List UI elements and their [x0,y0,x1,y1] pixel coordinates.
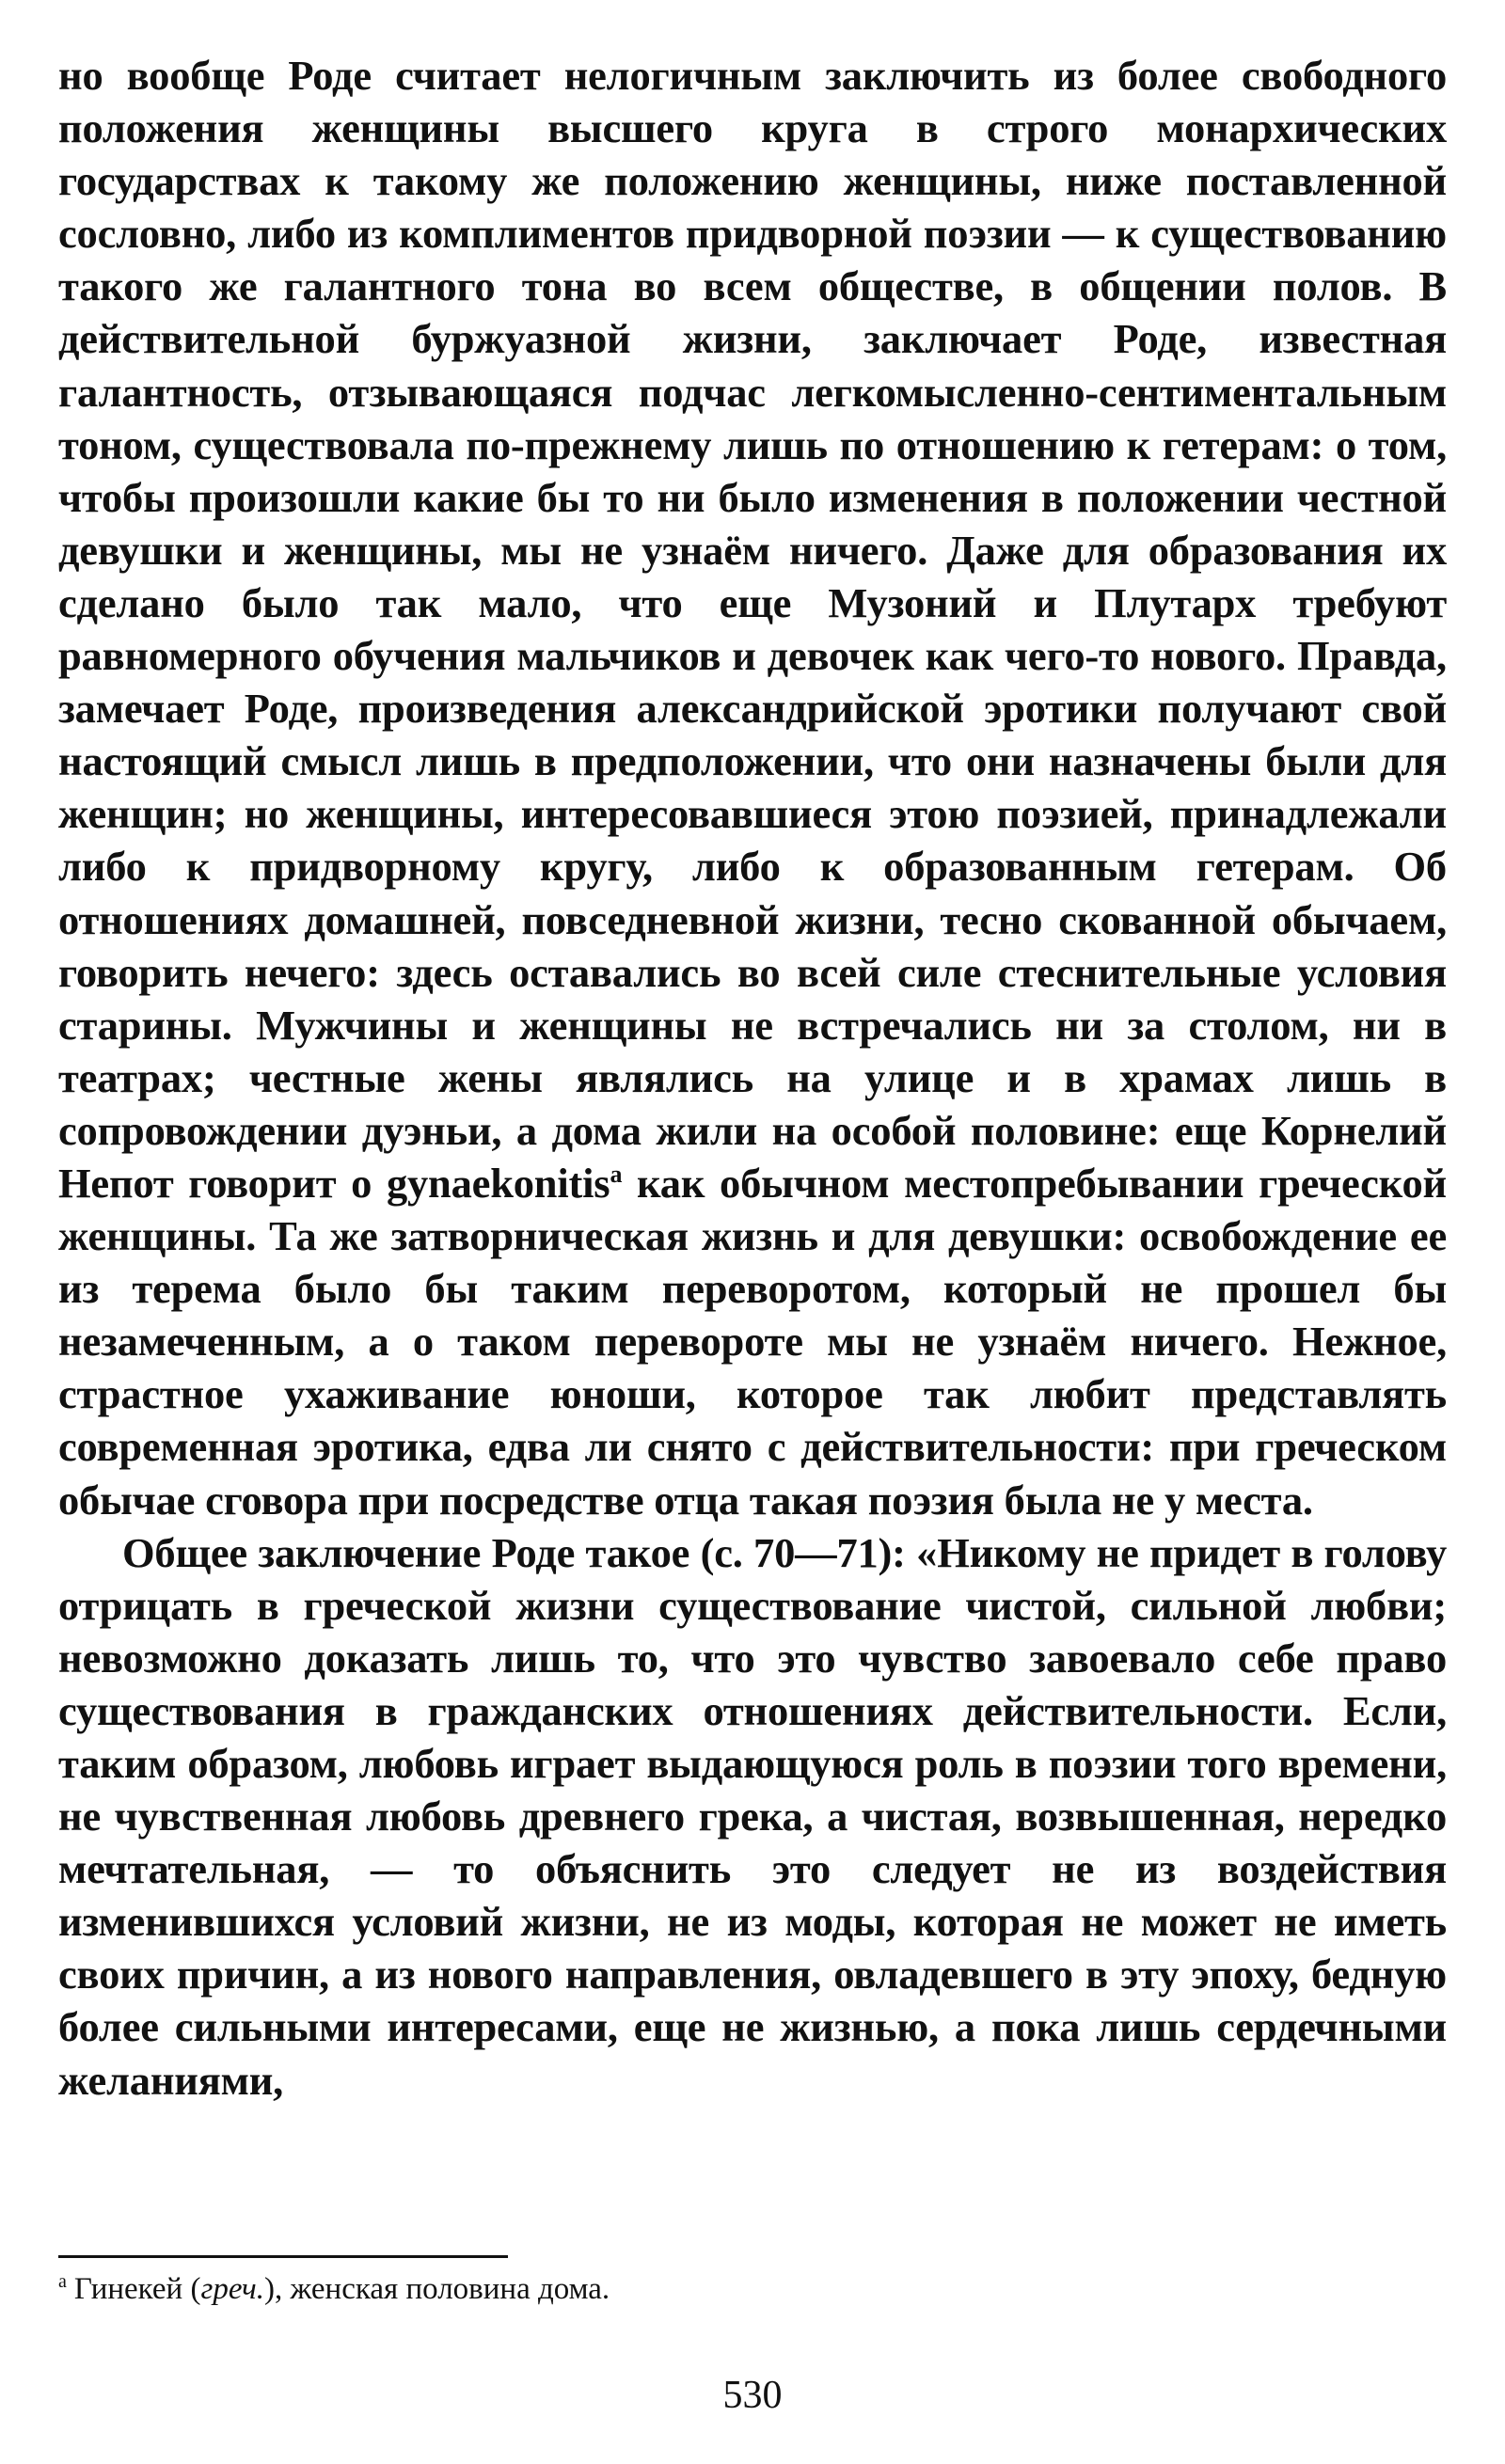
page-number: 530 [722,2374,783,2417]
footnote-reference-mark: a [610,1161,623,1189]
footnote-divider [58,2255,508,2258]
paragraph-1-text-end: как обычном местопребывании греческой женщины. Та же затворническая жизнь и для девушки: освобождение ее из терема было бы таким переворотом, который не прошел бы незамеченным, а о таком перевороте мы не узнаём ничего. Нежное, страстное ухаживание юноши, которое так любит представлять современная эротика, едва ли снято с действительности: при греческом обычае сговора при посредстве отца такая поэзия была не у места. [58,1159,1447,1524]
paragraph-1-text-start: но вообще Роде считает нелогичным заключить из более свободного положения женщины высшего круга в строго монархических государствах к такому же положению женщины, ниже поставленной сословно, либо из комплиментов придворной поэзии — к существованию такого же галантного тона во всем обществе, в общении полов. В действительной буржуазной жизни, заключает Роде, известная галантность, отзывающаяся подчас легкомысленно-сентиментальным тоном, существовала по-прежнему лишь по отношению к гетерам: о том, чтобы произошли какие бы то ни было изменения в положении честной девушки и женщины, мы не узнаём ничего. Даже для образования их сделано было так мало, что еще Музоний и Плутарх требуют равномерного обучения мальчиков и девочек как чего-то нового. Правда, замечает Роде, произведения александрийской эротики получают свой настоящий смысл лишь в предположении, что они назначены были для женщин; но женщины, интересовавшиеся этою поэзией, принадлежали либо к придворному кругу, либо к образованным гетерам. Об отношениях домашней, повседневной жизни, тесно скованной обычаем, говорить нечего: здесь оставались во всей силе стеснительные условия старины. Мужчины и женщины не встречались ни за столом, ни в театрах; честные жены являлись на улице и в храмах лишь в сопровождении дуэньи, а дома жили на особой половине: еще Корнелий Непот говорит о gynaekonitis [58,52,1447,1207]
footnote-abbreviation: греч. [200,2272,265,2306]
footnote-text: , женская половина дома. [275,2272,610,2306]
footnote: $^a$ Гинекей (греч.), женская половина дома. [58,2271,610,2306]
main-text [58,49,1447,2107]
paragraph-1 [58,49,1447,1526]
paragraph-2: Общее заключение Роде такое (с. 70—71): «Никому не придет в голову отрицать в греческой жизни существование чистой, сильной любви; невозможно доказать лишь то, что это чувство завоевало себе право существования в гражданских отношениях действительности. Если, таким образом, любовь играет выдающуюся роль в поэзии того времени, не чувственная любовь древнего грека, а чистая, возвышенная, нередко мечтательная, — то объяснить это следует не из воздействия изменившихся условий жизни, не из моды, которая не может не иметь своих причин, а из нового направления, овладевшего в эту эпоху, бедную более сильными интересами, еще не жизнью, а пока лишь сердечными желаниями, [58,1528,1447,2104]
footnote-mark: a [58,2271,67,2292]
footnote-term: Гинекей [73,2272,183,2306]
